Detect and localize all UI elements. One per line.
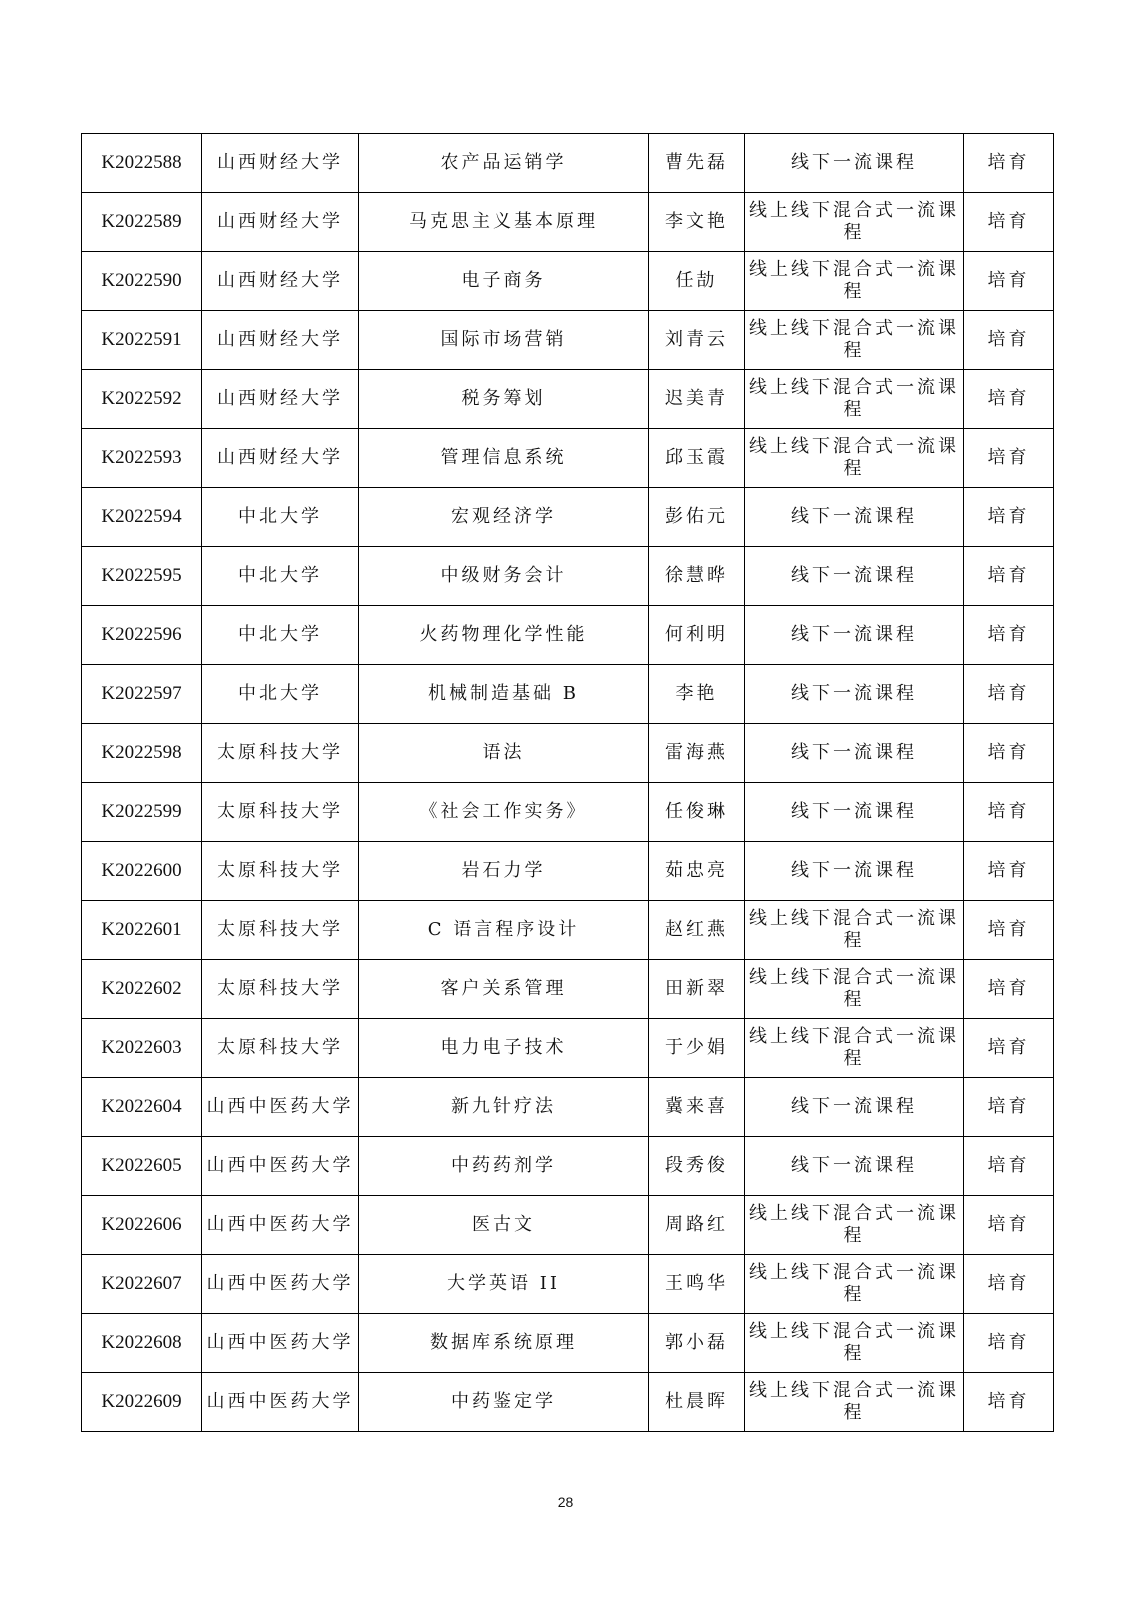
status-cell: 培育 <box>964 724 1054 783</box>
leader-cell: 何利明 <box>649 606 745 665</box>
course-name-cell: 医古文 <box>359 1196 649 1255</box>
leader-cell: 周路红 <box>649 1196 745 1255</box>
school-cell: 山西财经大学 <box>202 429 359 488</box>
course-code-cell: K2022598 <box>82 724 202 783</box>
status-cell: 培育 <box>964 1078 1054 1137</box>
course-code-cell: K2022600 <box>82 842 202 901</box>
table-row <box>82 606 1054 665</box>
status-cell: 培育 <box>964 370 1054 429</box>
leader-cell: 段秀俊 <box>649 1137 745 1196</box>
course-name-cell: 语法 <box>359 724 649 783</box>
table-row <box>82 724 1054 783</box>
status-cell: 培育 <box>964 960 1054 1019</box>
school-cell: 山西财经大学 <box>202 370 359 429</box>
leader-cell: 李文艳 <box>649 193 745 252</box>
course-code-cell: K2022590 <box>82 252 202 311</box>
course-type-cell: 线上线下混合式一流课程 <box>745 1314 964 1373</box>
course-name-cell: 中药药剂学 <box>359 1137 649 1196</box>
course-name-cell: 新九针疗法 <box>359 1078 649 1137</box>
table-row <box>82 783 1054 842</box>
course-type-cell: 线下一流课程 <box>745 842 964 901</box>
course-code-cell: K2022601 <box>82 901 202 960</box>
leader-cell: 田新翠 <box>649 960 745 1019</box>
table-row <box>82 488 1054 547</box>
table-row <box>82 665 1054 724</box>
course-type-cell: 线下一流课程 <box>745 724 964 783</box>
table-row <box>82 252 1054 311</box>
course-table <box>81 133 1054 1432</box>
school-cell: 山西财经大学 <box>202 134 359 193</box>
school-cell: 太原科技大学 <box>202 901 359 960</box>
course-name-cell: 岩石力学 <box>359 842 649 901</box>
course-code-cell: K2022593 <box>82 429 202 488</box>
course-name-cell: 数据库系统原理 <box>359 1314 649 1373</box>
school-cell: 太原科技大学 <box>202 1019 359 1078</box>
page-number: 28 <box>557 1494 574 1510</box>
leader-cell: 刘青云 <box>649 311 745 370</box>
table-row <box>82 1255 1054 1314</box>
course-code-cell: K2022599 <box>82 783 202 842</box>
course-type-cell: 线上线下混合式一流课程 <box>745 1196 964 1255</box>
course-type-cell: 线上线下混合式一流课程 <box>745 901 964 960</box>
status-cell: 培育 <box>964 134 1054 193</box>
course-name-cell: 税务筹划 <box>359 370 649 429</box>
course-name-cell: 客户关系管理 <box>359 960 649 1019</box>
leader-cell: 邱玉霞 <box>649 429 745 488</box>
course-type-cell: 线上线下混合式一流课程 <box>745 370 964 429</box>
status-cell: 培育 <box>964 1373 1054 1432</box>
course-type-cell: 线上线下混合式一流课程 <box>745 252 964 311</box>
table-row <box>82 547 1054 606</box>
course-code-cell: K2022604 <box>82 1078 202 1137</box>
table-row <box>82 1373 1054 1432</box>
status-cell: 培育 <box>964 488 1054 547</box>
school-cell: 山西中医药大学 <box>202 1137 359 1196</box>
course-code-cell: K2022588 <box>82 134 202 193</box>
status-cell: 培育 <box>964 429 1054 488</box>
course-name-cell: 宏观经济学 <box>359 488 649 547</box>
leader-cell: 于少娟 <box>649 1019 745 1078</box>
course-name-cell: 火药物理化学性能 <box>359 606 649 665</box>
table-row <box>82 1019 1054 1078</box>
leader-cell: 徐慧晔 <box>649 547 745 606</box>
leader-cell: 曹先磊 <box>649 134 745 193</box>
course-table-body <box>82 134 1054 1432</box>
course-name-cell: C 语言程序设计 <box>359 901 649 960</box>
school-cell: 太原科技大学 <box>202 783 359 842</box>
course-code-cell: K2022594 <box>82 488 202 547</box>
leader-cell: 彭佑元 <box>649 488 745 547</box>
leader-cell: 王鸣华 <box>649 1255 745 1314</box>
course-name-cell: 农产品运销学 <box>359 134 649 193</box>
course-code-cell: K2022602 <box>82 960 202 1019</box>
course-type-cell: 线上线下混合式一流课程 <box>745 311 964 370</box>
course-code-cell: K2022597 <box>82 665 202 724</box>
leader-cell: 迟美青 <box>649 370 745 429</box>
course-type-cell: 线上线下混合式一流课程 <box>745 193 964 252</box>
course-code-cell: K2022605 <box>82 1137 202 1196</box>
status-cell: 培育 <box>964 606 1054 665</box>
school-cell: 中北大学 <box>202 606 359 665</box>
status-cell: 培育 <box>964 252 1054 311</box>
school-cell: 山西中医药大学 <box>202 1314 359 1373</box>
course-type-cell: 线下一流课程 <box>745 1137 964 1196</box>
course-code-cell: K2022603 <box>82 1019 202 1078</box>
course-type-cell: 线上线下混合式一流课程 <box>745 1373 964 1432</box>
school-cell: 山西中医药大学 <box>202 1255 359 1314</box>
course-name-cell: 电子商务 <box>359 252 649 311</box>
course-code-cell: K2022609 <box>82 1373 202 1432</box>
table-row <box>82 1137 1054 1196</box>
status-cell: 培育 <box>964 1255 1054 1314</box>
leader-cell: 李艳 <box>649 665 745 724</box>
school-cell: 山西中医药大学 <box>202 1373 359 1432</box>
table-row <box>82 960 1054 1019</box>
status-cell: 培育 <box>964 842 1054 901</box>
course-type-cell: 线下一流课程 <box>745 665 964 724</box>
course-code-cell: K2022607 <box>82 1255 202 1314</box>
table-row <box>82 311 1054 370</box>
leader-cell: 雷海燕 <box>649 724 745 783</box>
status-cell: 培育 <box>964 665 1054 724</box>
course-code-cell: K2022596 <box>82 606 202 665</box>
course-name-cell: 国际市场营销 <box>359 311 649 370</box>
table-row <box>82 901 1054 960</box>
table-row <box>82 1196 1054 1255</box>
course-type-cell: 线下一流课程 <box>745 1078 964 1137</box>
course-type-cell: 线下一流课程 <box>745 134 964 193</box>
course-code-cell: K2022595 <box>82 547 202 606</box>
leader-cell: 茹忠亮 <box>649 842 745 901</box>
course-type-cell: 线下一流课程 <box>745 547 964 606</box>
leader-cell: 郭小磊 <box>649 1314 745 1373</box>
course-code-cell: K2022591 <box>82 311 202 370</box>
status-cell: 培育 <box>964 1314 1054 1373</box>
status-cell: 培育 <box>964 1019 1054 1078</box>
leader-cell: 赵红燕 <box>649 901 745 960</box>
course-type-cell: 线下一流课程 <box>745 606 964 665</box>
course-name-cell: 电力电子技术 <box>359 1019 649 1078</box>
table-row <box>82 134 1054 193</box>
leader-cell: 杜晨晖 <box>649 1373 745 1432</box>
school-cell: 太原科技大学 <box>202 842 359 901</box>
course-type-cell: 线上线下混合式一流课程 <box>745 960 964 1019</box>
status-cell: 培育 <box>964 193 1054 252</box>
school-cell: 中北大学 <box>202 488 359 547</box>
course-type-cell: 线上线下混合式一流课程 <box>745 429 964 488</box>
course-type-cell: 线下一流课程 <box>745 783 964 842</box>
table-row <box>82 429 1054 488</box>
course-name-cell: 《社会工作实务》 <box>359 783 649 842</box>
school-cell: 中北大学 <box>202 547 359 606</box>
course-code-cell: K2022608 <box>82 1314 202 1373</box>
course-name-cell: 机械制造基础 B <box>359 665 649 724</box>
school-cell: 山西财经大学 <box>202 193 359 252</box>
school-cell: 中北大学 <box>202 665 359 724</box>
table-row <box>82 193 1054 252</box>
course-code-cell: K2022606 <box>82 1196 202 1255</box>
school-cell: 太原科技大学 <box>202 724 359 783</box>
course-code-cell: K2022589 <box>82 193 202 252</box>
status-cell: 培育 <box>964 783 1054 842</box>
table-row <box>82 1078 1054 1137</box>
course-name-cell: 马克思主义基本原理 <box>359 193 649 252</box>
course-type-cell: 线下一流课程 <box>745 488 964 547</box>
table-row <box>82 370 1054 429</box>
school-cell: 山西财经大学 <box>202 311 359 370</box>
course-type-cell: 线上线下混合式一流课程 <box>745 1019 964 1078</box>
leader-cell: 冀来喜 <box>649 1078 745 1137</box>
status-cell: 培育 <box>964 1137 1054 1196</box>
table-row <box>82 842 1054 901</box>
course-code-cell: K2022592 <box>82 370 202 429</box>
school-cell: 山西财经大学 <box>202 252 359 311</box>
status-cell: 培育 <box>964 547 1054 606</box>
table-row <box>82 1314 1054 1373</box>
status-cell: 培育 <box>964 311 1054 370</box>
status-cell: 培育 <box>964 1196 1054 1255</box>
school-cell: 山西中医药大学 <box>202 1078 359 1137</box>
leader-cell: 任劼 <box>649 252 745 311</box>
school-cell: 太原科技大学 <box>202 960 359 1019</box>
leader-cell: 任俊琳 <box>649 783 745 842</box>
course-type-cell: 线上线下混合式一流课程 <box>745 1255 964 1314</box>
status-cell: 培育 <box>964 901 1054 960</box>
course-name-cell: 大学英语 II <box>359 1255 649 1314</box>
course-name-cell: 管理信息系统 <box>359 429 649 488</box>
course-name-cell: 中药鉴定学 <box>359 1373 649 1432</box>
school-cell: 山西中医药大学 <box>202 1196 359 1255</box>
course-name-cell: 中级财务会计 <box>359 547 649 606</box>
